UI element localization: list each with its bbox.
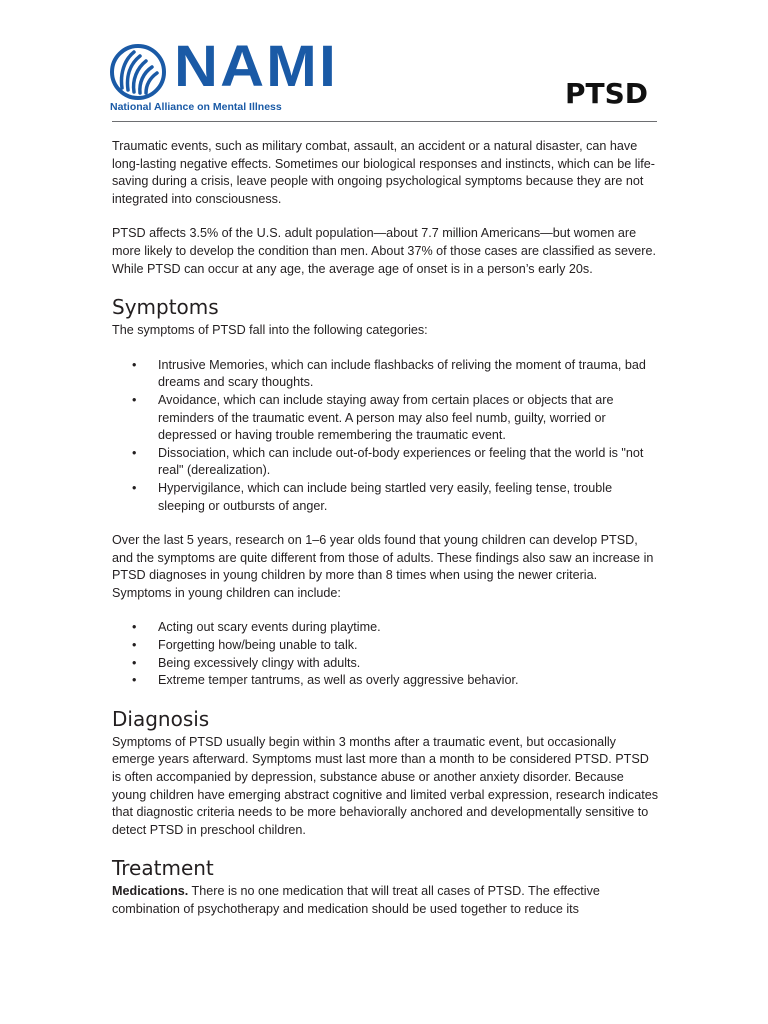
symptoms-heading: Symptoms bbox=[112, 295, 219, 320]
page-title: PTSD bbox=[564, 77, 648, 110]
bullet-icon: • bbox=[132, 655, 137, 670]
bullet-icon: • bbox=[132, 392, 137, 407]
bullet-icon: • bbox=[132, 620, 137, 635]
list-item bbox=[112, 480, 660, 515]
list-item bbox=[112, 392, 660, 445]
logo-wordmark: NAMI bbox=[174, 34, 339, 99]
nami-emblem-icon bbox=[110, 44, 172, 100]
list-item bbox=[112, 619, 660, 637]
bullet-icon: • bbox=[132, 445, 137, 460]
bullet-icon: • bbox=[132, 357, 137, 372]
page-header bbox=[0, 0, 768, 125]
intro-paragraph-2: PTSD affects 3.5% of the U.S. adult population—about 7.7 million Americans—but women are more likely to develop the condition than men. About 37% of those cases are classified as severe. While PTSD can occur at any age, the average age of onset is in a person’s early 20s. bbox=[112, 226, 656, 276]
bullet-icon: • bbox=[132, 480, 137, 495]
list-item-text: Dissociation, which can include out-of-body experiences or feeling that the world is "not real" (derealization). bbox=[158, 445, 644, 478]
diagnosis-heading: Diagnosis bbox=[112, 706, 210, 731]
list-item-text: Acting out scary events during playtime. bbox=[158, 620, 381, 635]
list-item-text: Forgetting how/being unable to talk. bbox=[158, 638, 358, 653]
list-item-text: Being excessively clingy with adults. bbox=[158, 655, 361, 670]
logo-tagline: National Alliance on Mental Illness bbox=[110, 101, 282, 113]
list-item bbox=[112, 655, 660, 673]
list-item-text: Extreme temper tantrums, as well as overly aggressive behavior. bbox=[158, 673, 519, 688]
treatment-heading: Treatment bbox=[112, 856, 214, 881]
symptoms-list bbox=[112, 357, 660, 515]
children-symptoms-list bbox=[112, 619, 660, 689]
list-item-text: Intrusive Memories, which can include flashbacks of reliving the moment of trauma, bad dreams and scary thoughts. bbox=[158, 357, 646, 390]
document-body bbox=[112, 138, 660, 936]
intro-paragraph-1: Traumatic events, such as military combat, assault, an accident or a natural disaster, can have long-lasting negative effects. Sometimes our biological responses and instincts, which can be life-saving during a crisis, leave people with ongoing psychological symptoms because they are not integrated into consciousness. bbox=[112, 139, 655, 206]
medications-text: There is no one medication that will treat all cases of PTSD. The effective combination of psychotherapy and medication should be used together to reduce its bbox=[112, 884, 600, 916]
nami-logo bbox=[110, 34, 339, 116]
diagnosis-paragraph: Symptoms of PTSD usually begin within 3 months after a traumatic event, but occasionally emerge years afterward. Symptoms must last more than a month to be considered PTSD. PTSD is often accompanied by depression, substance abuse or another anxiety disorder. Because young children have emerging abstract cognitive and limited verbal expression, research indicates that diagnostic criteria needs to be more behaviorally anchored and developmentally sensitive to detect PTSD in preschool children. bbox=[112, 734, 659, 837]
list-item-text: Hypervigilance, which can include being startled very easily, feeling tense, trouble sleeping or outbursts of anger. bbox=[158, 480, 613, 513]
list-item bbox=[112, 637, 660, 655]
header-divider bbox=[112, 121, 657, 122]
list-item bbox=[112, 445, 660, 480]
bullet-icon: • bbox=[132, 638, 137, 653]
list-item bbox=[112, 357, 660, 392]
symptoms-lead: The symptoms of PTSD fall into the following categories: bbox=[112, 323, 428, 338]
list-item bbox=[112, 672, 660, 690]
bullet-icon: • bbox=[132, 673, 137, 688]
medications-paragraph bbox=[112, 883, 660, 918]
children-paragraph: Over the last 5 years, research on 1–6 year olds found that young children can develop PTSD, and the symptoms are quite different from those of adults. These findings also saw an increase in PTSD diagnoses in young children by more than 8 times when using the newer criteria. Symptoms in young children can include: bbox=[112, 533, 654, 600]
medications-label: Medications. bbox=[112, 884, 189, 899]
list-item-text: Avoidance, which can include staying away from certain places or objects that are reminders of the traumatic event. A person may also feel numb, guilty, worried or depressed or having trouble remembering the traumatic event. bbox=[158, 392, 614, 443]
